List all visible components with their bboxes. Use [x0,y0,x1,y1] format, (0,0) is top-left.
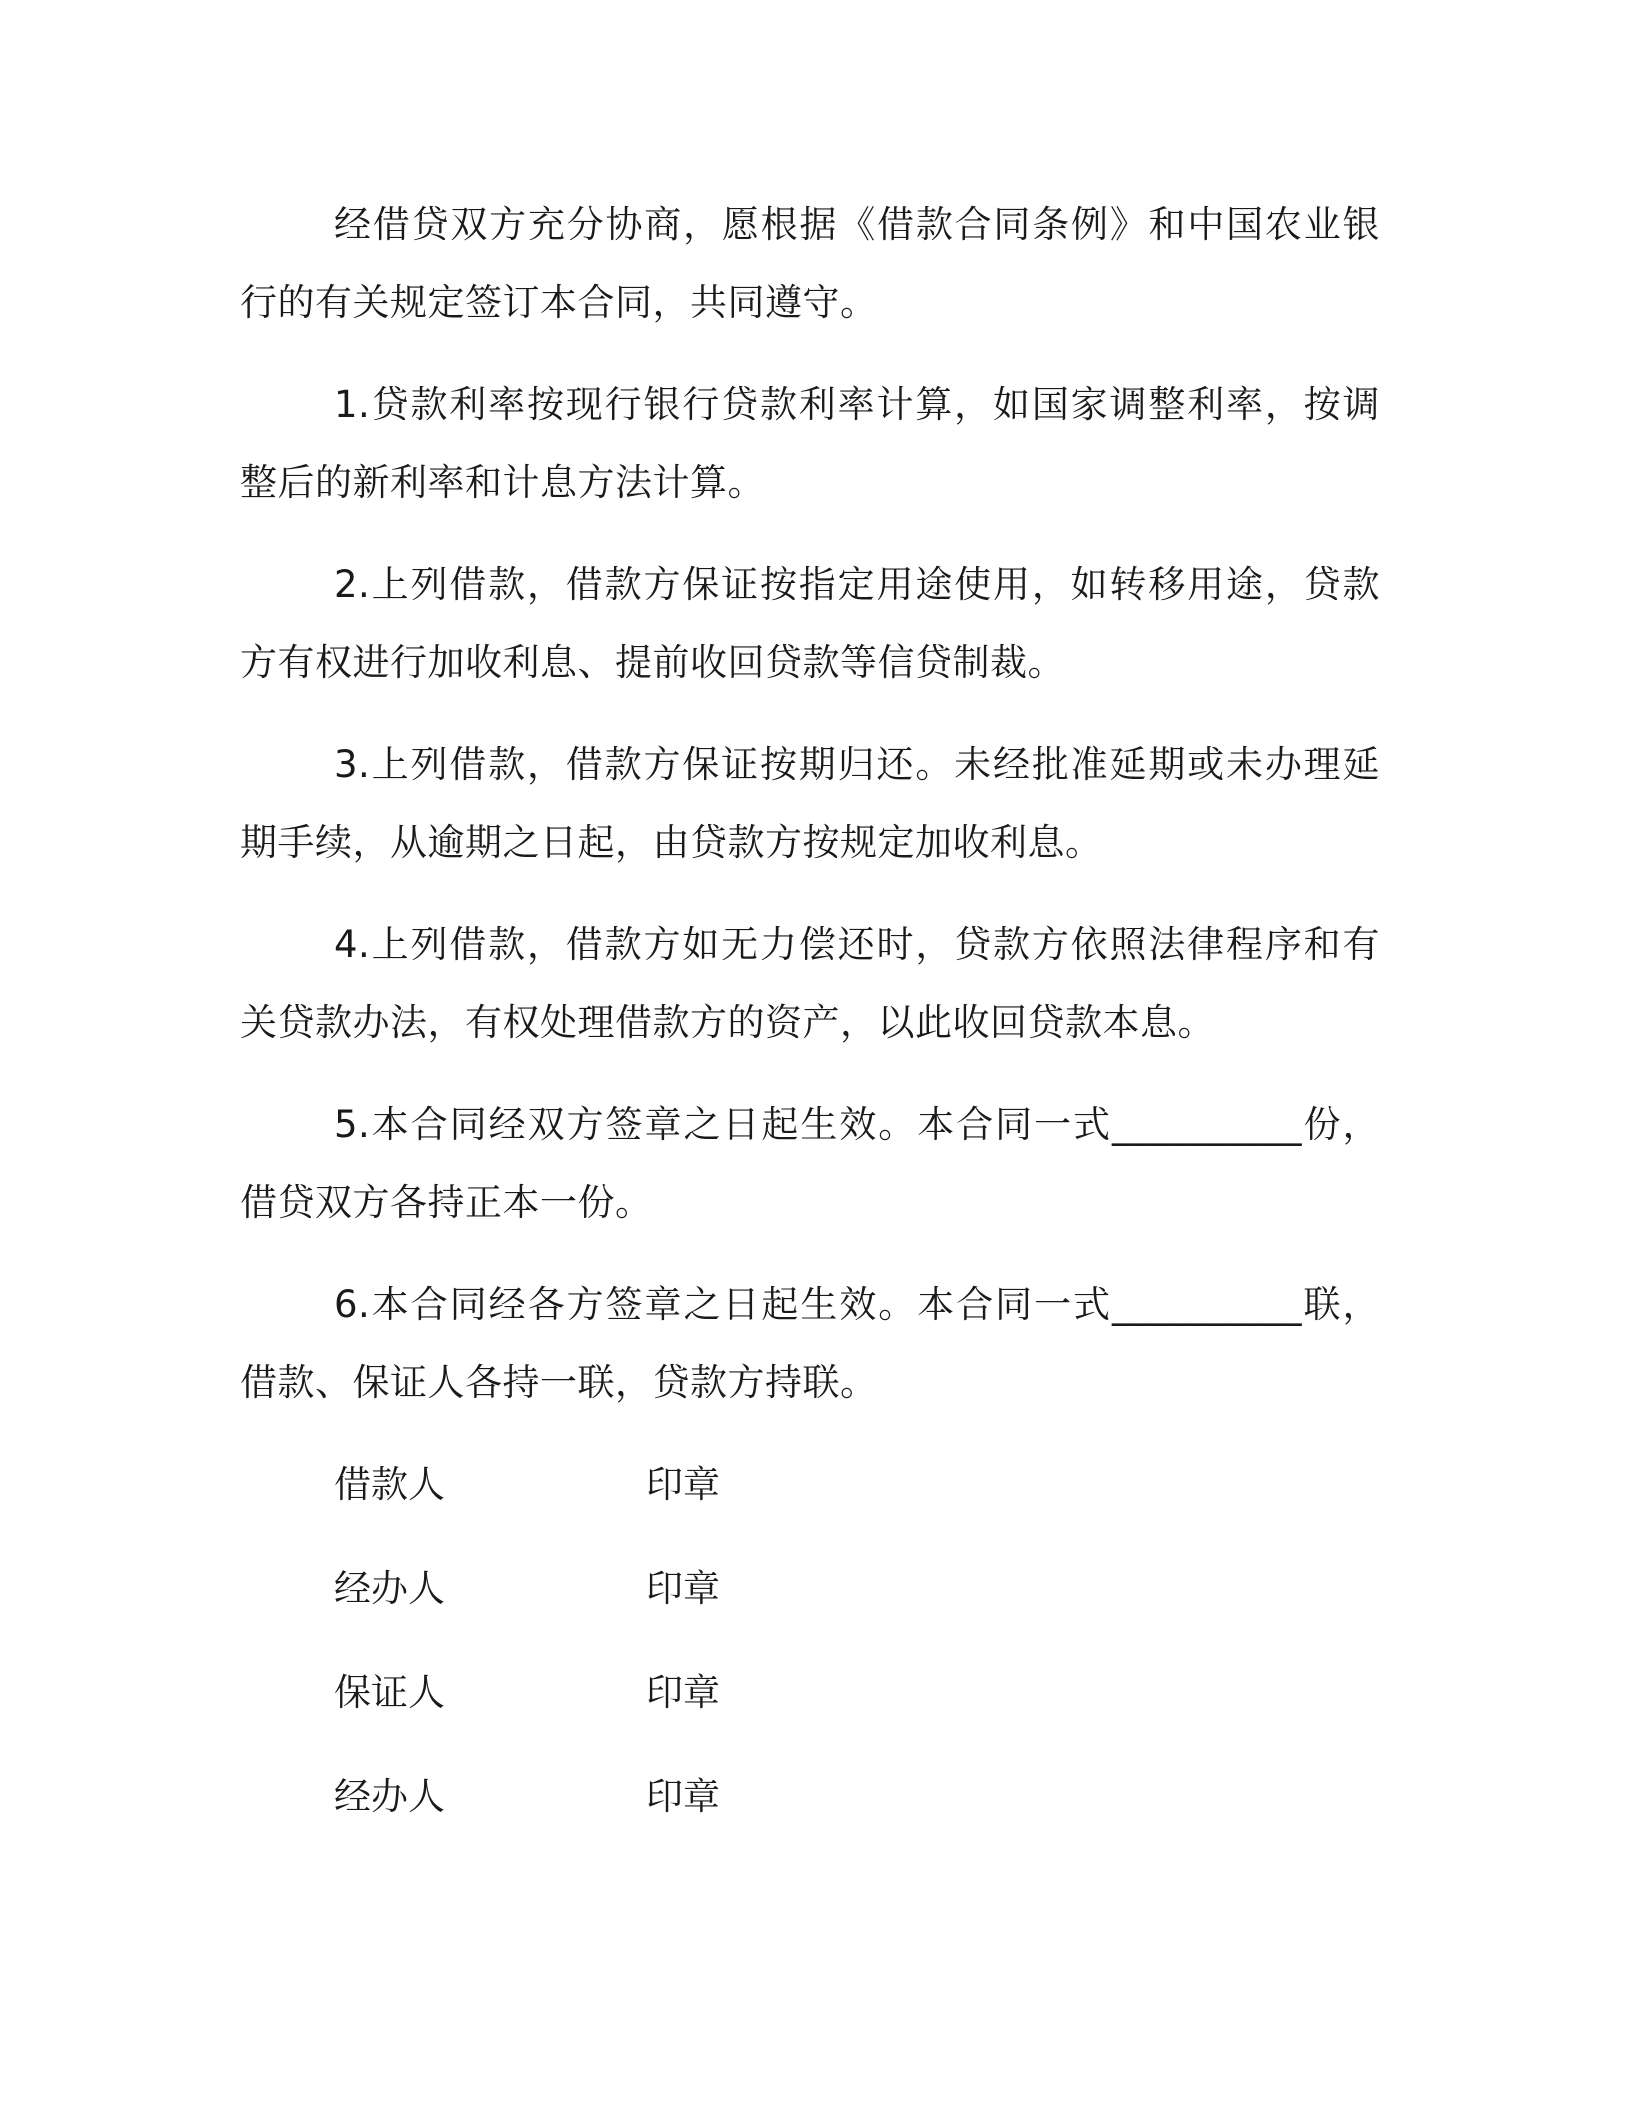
clause-4-paragraph: 4.上列借款，借款方如无力偿还时，贷款方依照法律程序和有关贷款办法，有权处理借款方的资产，以此收回贷款本息。 [240,923,1380,1044]
signature-row-handler-2 [240,1758,1380,1862]
document-body [240,186,1380,1862]
signature-row-handler [240,1550,1380,1654]
signature-block [240,1446,1380,1862]
clause-5-paragraph: 5.本合同经双方签章之日起生效。本合同一式__________份，借贷双方各持正本一份。 [240,1103,1380,1224]
seal-label: 印章 [646,1671,720,1714]
signature-label: 经办人 [334,1775,445,1818]
seal-label: 印章 [646,1567,720,1610]
signature-label: 借款人 [334,1463,445,1506]
clause-6-paragraph: 6.本合同经各方签章之日起生效。本合同一式__________联，借款、保证人各持一联，贷款方持联。 [240,1283,1380,1404]
clause-3-paragraph: 3.上列借款，借款方保证按期归还。未经批准延期或未办理延期手续，从逾期之日起，由贷款方按规定加收利息。 [240,743,1380,864]
signature-row-guarantor [240,1654,1380,1758]
seal-label: 印章 [646,1775,720,1818]
seal-label: 印章 [646,1463,720,1506]
signature-label: 经办人 [334,1567,445,1610]
signature-label: 保证人 [334,1671,445,1714]
signature-row-borrower [240,1446,1380,1550]
clause-2-paragraph: 2.上列借款，借款方保证按指定用途使用，如转移用途，贷款方有权进行加收利息、提前收回贷款等信贷制裁。 [240,563,1380,684]
intro-paragraph: 经借贷双方充分协商，愿根据《借款合同条例》和中国农业银行的有关规定签订本合同，共同遵守。 [240,203,1380,324]
clause-1-paragraph: 1.贷款利率按现行银行贷款利率计算，如国家调整利率，按调整后的新利率和计息方法计算。 [240,383,1380,504]
